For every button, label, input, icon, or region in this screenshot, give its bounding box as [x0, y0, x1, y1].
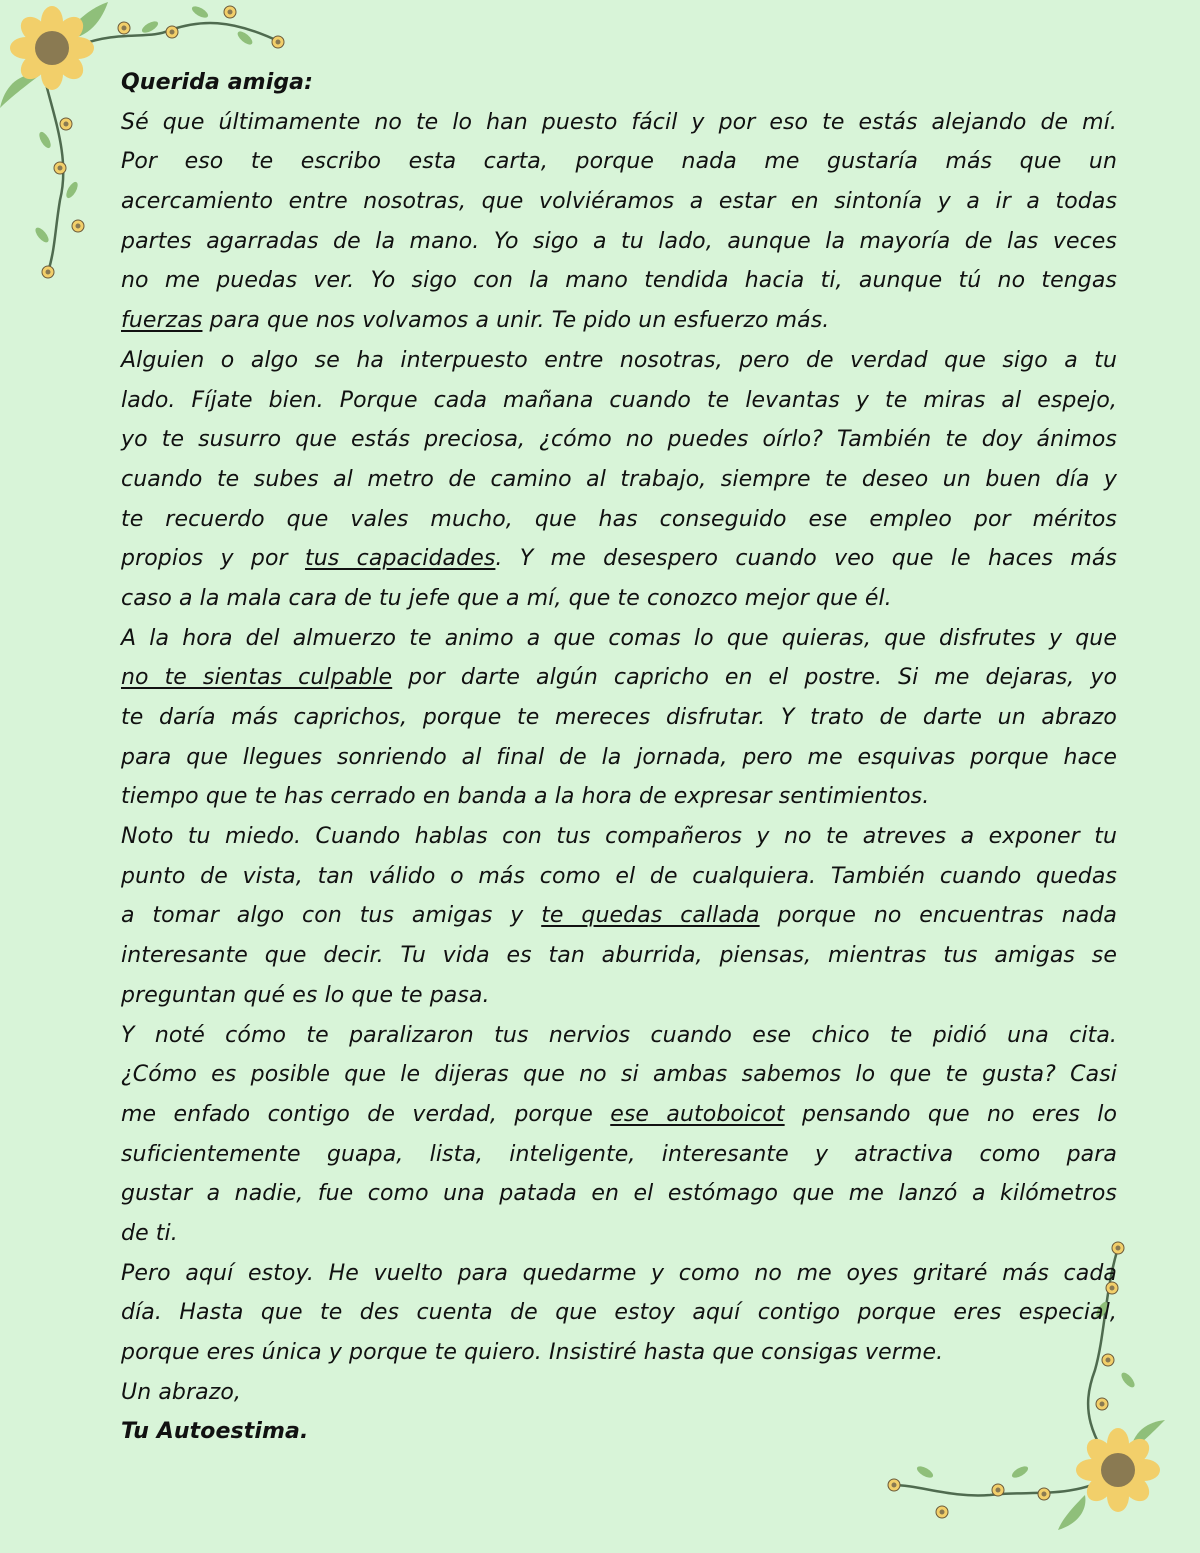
paragraph-2-line-6	[121, 539, 1117, 579]
paragraph-5-line-4: suficientemente guapa, lista, inteligente, interesante y atractiva como para	[121, 1141, 1117, 1167]
paragraph-3-line-1: A la hora del almuerzo te animo a que comas lo que quieras, que disfrutes y que	[121, 625, 1117, 651]
paragraph-2-line-4: cuando te subes al metro de camino al trabajo, siempre te deseo un buen día y	[121, 466, 1117, 492]
greeting: Querida amiga:	[121, 70, 314, 95]
paragraph-5-line-6: de ti.	[121, 1220, 178, 1246]
paragraph-1-line-4: partes agarradas de la mano. Yo sigo a tu lado, aunque la mayoría de las veces	[121, 228, 1117, 254]
paragraph-2-line-2: lado. Fíjate bien. Porque cada mañana cuando te levantas y te miras al espejo,	[121, 387, 1117, 413]
paragraph-3-line-2	[121, 658, 1117, 698]
paragraph-1-line-5: no me puedas ver. Yo sigo con la mano tendida hacia ti, aunque tú no tengas	[121, 268, 1117, 294]
paragraph-3-line-4: para que llegues sonriendo al final de la jornada, pero me esquivas porque hace	[121, 744, 1117, 770]
paragraph-5-line-3	[121, 1095, 1117, 1135]
underlined-phrase: tus capacidades	[305, 546, 496, 572]
paragraph-3-line-3: te daría más caprichos, porque te mereces disfrutar. Y trato de darte un abrazo	[121, 705, 1117, 730]
paragraph-4-line-5: preguntan qué es lo que te pasa.	[121, 982, 490, 1008]
paragraph-3-line-5: tiempo que te has cerrado en banda a la hora de expresar sentimientos.	[121, 784, 930, 810]
paragraph-5-line-1: Y noté cómo te paralizaron tus nervios cuando ese chico te pidió una cita.	[121, 1022, 1117, 1048]
closing: Un abrazo,	[121, 1379, 242, 1405]
line-text: para que nos volvamos a unir. Te pido un esfuerzo más.	[202, 308, 830, 334]
paragraph-6-line-1: Pero aquí estoy. He vuelto para quedarme y como no me oyes gritaré más cada	[121, 1260, 1117, 1286]
line-text: propios y por	[121, 546, 306, 572]
paragraph-6-line-3: porque eres única y porque te quiero. Insistiré hasta que consigas verme.	[121, 1340, 944, 1365]
paragraph-6-line-2: día. Hasta que te des cuenta de que estoy aquí contigo porque eres especial,	[121, 1300, 1117, 1326]
paragraph-2-line-1: Alguien o algo se ha interpuesto entre nosotras, pero de verdad que sigo a tu	[121, 347, 1117, 373]
paragraph-2-line-5: te recuerdo que vales mucho, que has conseguido ese empleo por méritos	[121, 506, 1117, 532]
paragraph-1-line-2: Por eso te escribo esta carta, porque nada me gustaría más que un	[121, 149, 1117, 175]
line-text: a tomar algo con tus amigas y	[121, 903, 542, 929]
underlined-phrase: ese autoboicot	[610, 1101, 785, 1127]
paragraph-5-line-2: ¿Cómo es posible que le dijeras que no si ambas sabemos lo que te gusta? Casi	[121, 1062, 1117, 1088]
underlined-phrase: no te sientas culpable	[121, 665, 393, 691]
paragraph-2-line-7: caso a la mala cara de tu jefe que a mí, que te conozco mejor que él.	[121, 585, 892, 611]
letter-body	[121, 63, 1117, 1452]
paragraph-5-line-5: gustar a nadie, fue como una patada en el estómago que me lanzó a kilómetros	[121, 1181, 1117, 1207]
line-text: me enfado contigo de verdad, porque	[121, 1101, 611, 1127]
paragraph-2-line-3: yo te susurro que estás preciosa, ¿cómo no puedes oírlo? También te doy ánimos	[121, 427, 1117, 453]
underlined-phrase: te quedas callada	[541, 903, 760, 929]
line-text: por darte algún capricho en el postre. Si me dejaras, yo	[392, 665, 1118, 691]
signature: Tu Autoestima.	[121, 1419, 309, 1445]
line-text: porque no encuentras nada	[759, 903, 1117, 929]
line-text: . Y me desespero cuando veo que le haces más	[495, 546, 1117, 572]
paragraph-4-line-2: punto de vista, tan válido o más como el de cualquiera. También cuando quedas	[121, 863, 1117, 889]
underlined-phrase: fuerzas	[121, 308, 203, 334]
paragraph-4-line-3	[121, 896, 1117, 936]
paragraph-1-line-6	[121, 301, 1117, 341]
line-text: pensando que no eres lo	[784, 1101, 1118, 1127]
paragraph-1-line-3: acercamiento entre nosotras, que volviéramos a estar en sintonía y a ir a todas	[121, 189, 1117, 215]
paragraph-4-line-4: interesante que decir. Tu vida es tan aburrida, piensas, mientras tus amigas se	[121, 943, 1117, 969]
paragraph-4-line-1: Noto tu miedo. Cuando hablas con tus compañeros y no te atreves a exponer tu	[121, 824, 1117, 850]
paragraph-1-line-1: Sé que últimamente no te lo han puesto fácil y por eso te estás alejando de mí.	[121, 109, 1117, 135]
